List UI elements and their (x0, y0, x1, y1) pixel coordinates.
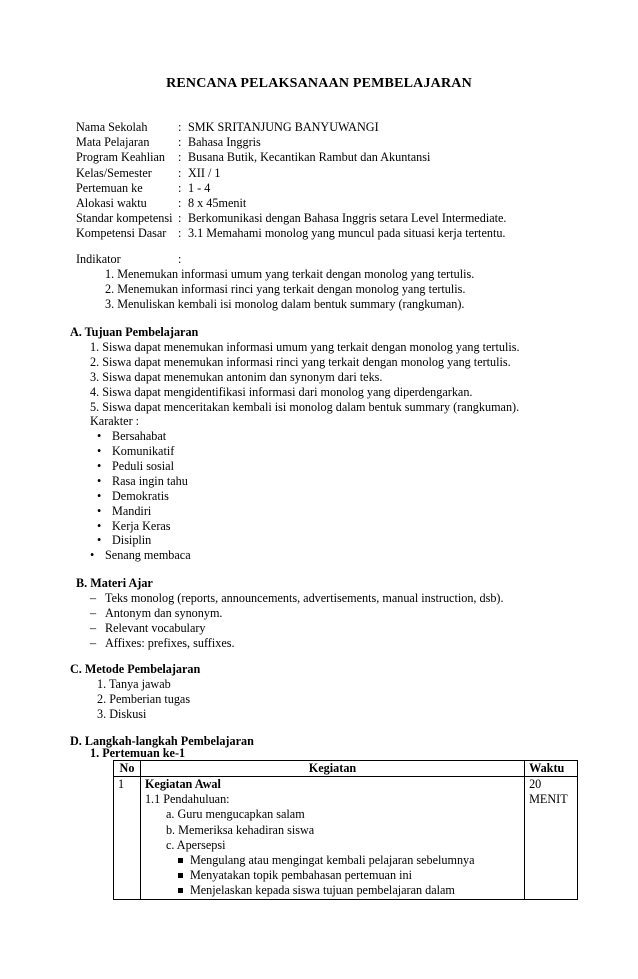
apersepsi-item: Menyatakan topik pembahasan pertemuan ini (145, 868, 520, 883)
pertemuan-heading: 1. Pertemuan ke-1 (90, 746, 186, 760)
tujuan-item: 5. Siswa dapat menceritakan kembali isi monolog dalam bentuk summary (rangkuman). (90, 400, 520, 414)
square-bullet-icon (178, 888, 183, 893)
cell-waktu (525, 777, 578, 900)
info-label: Pertemuan ke (76, 180, 143, 195)
indikator-item: 3. Menuliskan kembali isi monolog dalam bentuk summary (rangkuman). (105, 297, 465, 311)
karakter-item: • Demokratis (97, 489, 169, 503)
square-bullet-icon (178, 858, 183, 863)
apersepsi-item: Menjelaskan kepada siswa tujuan pembelajaran dalam (145, 883, 520, 898)
materi-item: – Affixes: prefixes, suffixes. (90, 636, 235, 650)
square-bullet-icon (178, 873, 183, 878)
indikator-item: 2. Menemukan informasi rinci yang terkait dengan monolog yang tertulis. (105, 282, 466, 296)
karakter-item: • Mandiri (97, 504, 152, 518)
info-label: Kompetensi Dasar (76, 226, 167, 241)
header-waktu: Waktu (525, 761, 578, 777)
info-value: Busana Butik, Kecantikan Rambut dan Akuntansi (188, 150, 431, 165)
document-title: RENCANA PELAKSANAAN PEMBELAJARAN (166, 76, 472, 91)
info-value: SMK SRITANJUNG BANYUWANGI (188, 120, 379, 134)
karakter-item: • Kerja Keras (97, 519, 171, 533)
info-separator: : (178, 150, 182, 165)
pendahuluan-label: 1.1 Pendahuluan: (144, 792, 230, 807)
table-header-row (114, 761, 578, 777)
info-label: Mata Pelajaran (76, 135, 150, 150)
karakter-item: • Rasa ingin tahu (97, 474, 188, 488)
waktu-value: 20 (529, 777, 542, 791)
info-separator: : (178, 120, 182, 134)
section-d-heading: D. Langkah-langkah Pembelajaran (70, 734, 254, 748)
info-separator: : (178, 180, 182, 195)
info-row (76, 135, 506, 150)
info-separator: : (178, 211, 182, 226)
tujuan-item: 3. Siswa dapat menemukan antonim dan synonym dari teks. (90, 370, 383, 384)
karakter-label: Karakter : (90, 414, 140, 428)
step-item: a. Guru mengucapkan salam (165, 807, 305, 822)
info-label: Alokasi waktu (76, 195, 147, 210)
info-row (76, 120, 506, 135)
cell-kegiatan (140, 777, 524, 900)
info-value: XII / 1 (188, 165, 221, 180)
info-label: Nama Sekolah (76, 120, 148, 134)
waktu-unit: MENIT (529, 792, 568, 807)
kegiatan-table (113, 760, 578, 900)
karakter-item: • Komunikatif (97, 444, 175, 458)
section-b-heading: B. Materi Ajar (76, 576, 153, 590)
header-kegiatan: Kegiatan (140, 761, 524, 777)
identity-block (76, 120, 506, 242)
info-value: 8 x 45menit (188, 195, 247, 210)
info-row (76, 196, 506, 211)
karakter-item: • Peduli sosial (97, 459, 174, 473)
materi-item: – Antonym dan synonym. (90, 606, 223, 620)
section-a-heading: A. Tujuan Pembelajaran (70, 325, 199, 339)
info-separator: : (178, 135, 182, 150)
info-value: 3.1 Memahami monolog yang muncul pada situasi kerja tertentu. (188, 226, 506, 241)
section-c-heading: C. Metode Pembelajaran (70, 662, 201, 676)
cell-no: 1 (114, 777, 141, 900)
info-row (76, 226, 506, 241)
karakter-item: • Disiplin (97, 533, 152, 547)
apersepsi-item: Mengulang atau mengingat kembali pelajaran sebelumnya (145, 853, 520, 868)
step-item: c. Apersepsi (165, 837, 226, 852)
materi-item: – Relevant vocabulary (90, 621, 206, 635)
metode-item: 2. Pemberian tugas (97, 692, 191, 706)
info-value: Bahasa Inggris (188, 135, 261, 150)
tujuan-item: 1. Siswa dapat menemukan informasi umum yang terkait dengan monolog yang tertulis. (90, 340, 520, 354)
info-row (76, 166, 506, 181)
karakter-item: • Senang membaca (90, 548, 191, 562)
metode-item: 3. Diskusi (97, 707, 147, 721)
info-separator: : (178, 165, 182, 180)
karakter-item: • Bersahabat (97, 429, 167, 443)
info-label: Program Keahlian (76, 150, 166, 165)
kegiatan-title: Kegiatan Awal (144, 777, 221, 791)
table-row (114, 777, 578, 900)
info-value: Berkomunikasi dengan Bahasa Inggris setara Level Intermediate. (188, 211, 507, 226)
header-no: No (114, 761, 141, 777)
indikator-item: 1. Menemukan informasi umum yang terkait dengan monolog yang tertulis. (105, 267, 475, 281)
metode-item: 1. Tanya jawab (97, 677, 171, 691)
step-item: b. Memeriksa kehadiran siswa (165, 822, 315, 837)
info-separator: : (178, 226, 182, 241)
info-row (76, 181, 506, 196)
info-label: Standar kompetensi (76, 211, 173, 226)
indikator-label: Indikator : (76, 252, 182, 266)
info-separator: : (178, 195, 182, 210)
info-row (76, 150, 506, 165)
info-label: Kelas/Semester (76, 165, 152, 180)
tujuan-item: 4. Siswa dapat mengidentifikasi informasi dari monolog yang diperdengarkan. (90, 385, 473, 399)
info-row (76, 211, 506, 226)
tujuan-item: 2. Siswa dapat menemukan informasi rinci yang terkait dengan monolog yang tertulis. (90, 355, 511, 369)
materi-item: – Teks monolog (reports, announcements, advertisements, manual instruction, dsb). (90, 591, 504, 605)
info-value: 1 - 4 (188, 180, 211, 195)
